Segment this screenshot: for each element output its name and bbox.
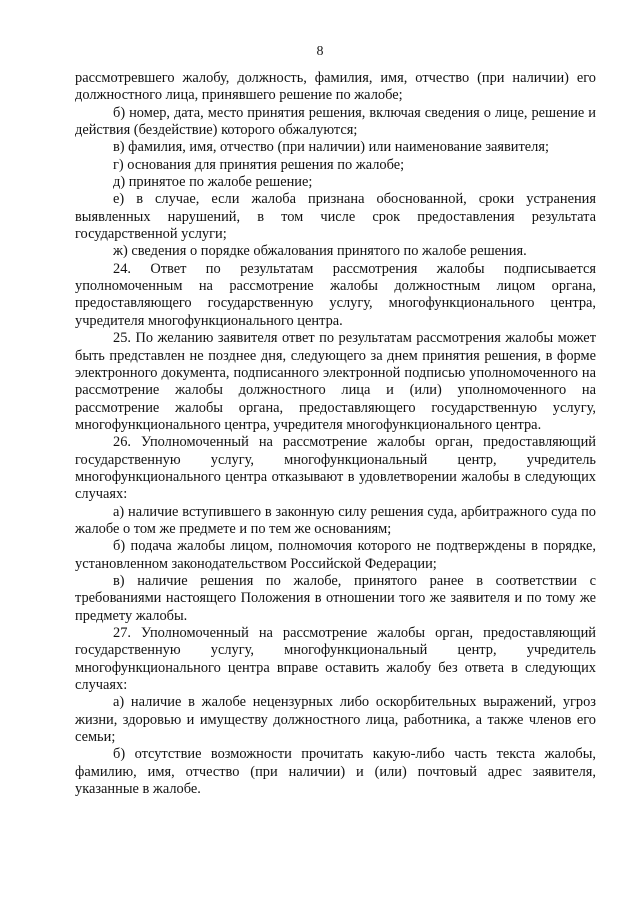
- paragraph-clause-26: 26. Уполномоченный на рассмотрение жалобы орган, предоставляющий государственную услугу, многофункциональный центр, учредитель многофункционального центра отказывают в удовлетворении жалобы в следующих случаях:: [75, 434, 596, 503]
- paragraph-item-g: г) основания для принятия решения по жалобе;: [113, 156, 405, 173]
- document-body: [75, 70, 596, 798]
- paragraph-item-e: е) в случае, если жалоба признана обоснованной, сроки устранения выявленных нарушений, в том числе срок предоставления результата государственной услуги;: [75, 191, 596, 243]
- paragraph-clause-27: 27. Уполномоченный на рассмотрение жалобы орган, предоставляющий государственную услугу, многофункциональный центр, учредитель многофункционального центра вправе оставить жалобу без ответа в следующих случаях:: [75, 625, 596, 694]
- paragraph-item-v: в) фамилия, имя, отчество (при наличии) или наименование заявителя;: [113, 139, 549, 156]
- paragraph-clause-26-item-b: б) подача жалобы лицом, полномочия которого не подтверждены в порядке, установленном законодательством Российской Федерации;: [75, 538, 596, 572]
- paragraph-clause-26-item-v: в) наличие решения по жалобе, принятого ранее в соответствии с требованиями настоящего Положения в отношении того же заявителя и по тому же предмету жалобы.: [75, 572, 596, 624]
- page-number: 8: [316, 44, 324, 59]
- paragraph-item-b: б) номер, дата, место принятия решения, включая сведения о лице, решение и действия (бездействие) которого обжалуются;: [75, 104, 596, 139]
- paragraph-clause-24: 24. Ответ по результатам рассмотрения жалобы подписывается уполномоченным на рассмотрение жалобы должностным лицом органа, предоставляющего государственную услугу, многофункционального центра, учредителя многофункционального центра.: [75, 260, 596, 329]
- paragraph-clause-27-item-a: а) наличие в жалобе нецензурных либо оскорбительных выражений, угроз жизни, здоровью и имуществу должностного лица, работника, а также членов его семьи;: [75, 694, 596, 746]
- paragraph-clause-26-item-a: а) наличие вступившего в законную силу решения суда, арбитражного суда по жалобе о том же предмете и по тем же основаниям;: [75, 503, 596, 537]
- paragraph-item-zh: ж) сведения о порядке обжалования принятого по жалобе решения.: [113, 243, 527, 260]
- paragraph-clause-25: 25. По желанию заявителя ответ по результатам рассмотрения жалобы может быть представлен не позднее дня, следующего за днем принятия решения, в форме электронного документа, подписанного электронной подписью уполномоченного на рассмотрение жалобы должностного лица и (или) уполномоченного на рассмотрение жалобы органа, предоставляющего государственную услугу, многофункционального центра, учредителя многофункционального центра.: [75, 330, 596, 433]
- paragraph-item-d: д) принятое по жалобе решение;: [113, 174, 313, 191]
- paragraph-continuation: рассмотревшего жалобу, должность, фамилия, имя, отчество (при наличии) его должностного лица, принявшего решение по жалобе;: [75, 70, 596, 104]
- paragraph-clause-27-item-b: б) отсутствие возможности прочитать какую-либо часть текста жалобы, фамилию, имя, отчество (при наличии) и (или) почтовый адрес заявителя, указанные в жалобе.: [75, 746, 596, 798]
